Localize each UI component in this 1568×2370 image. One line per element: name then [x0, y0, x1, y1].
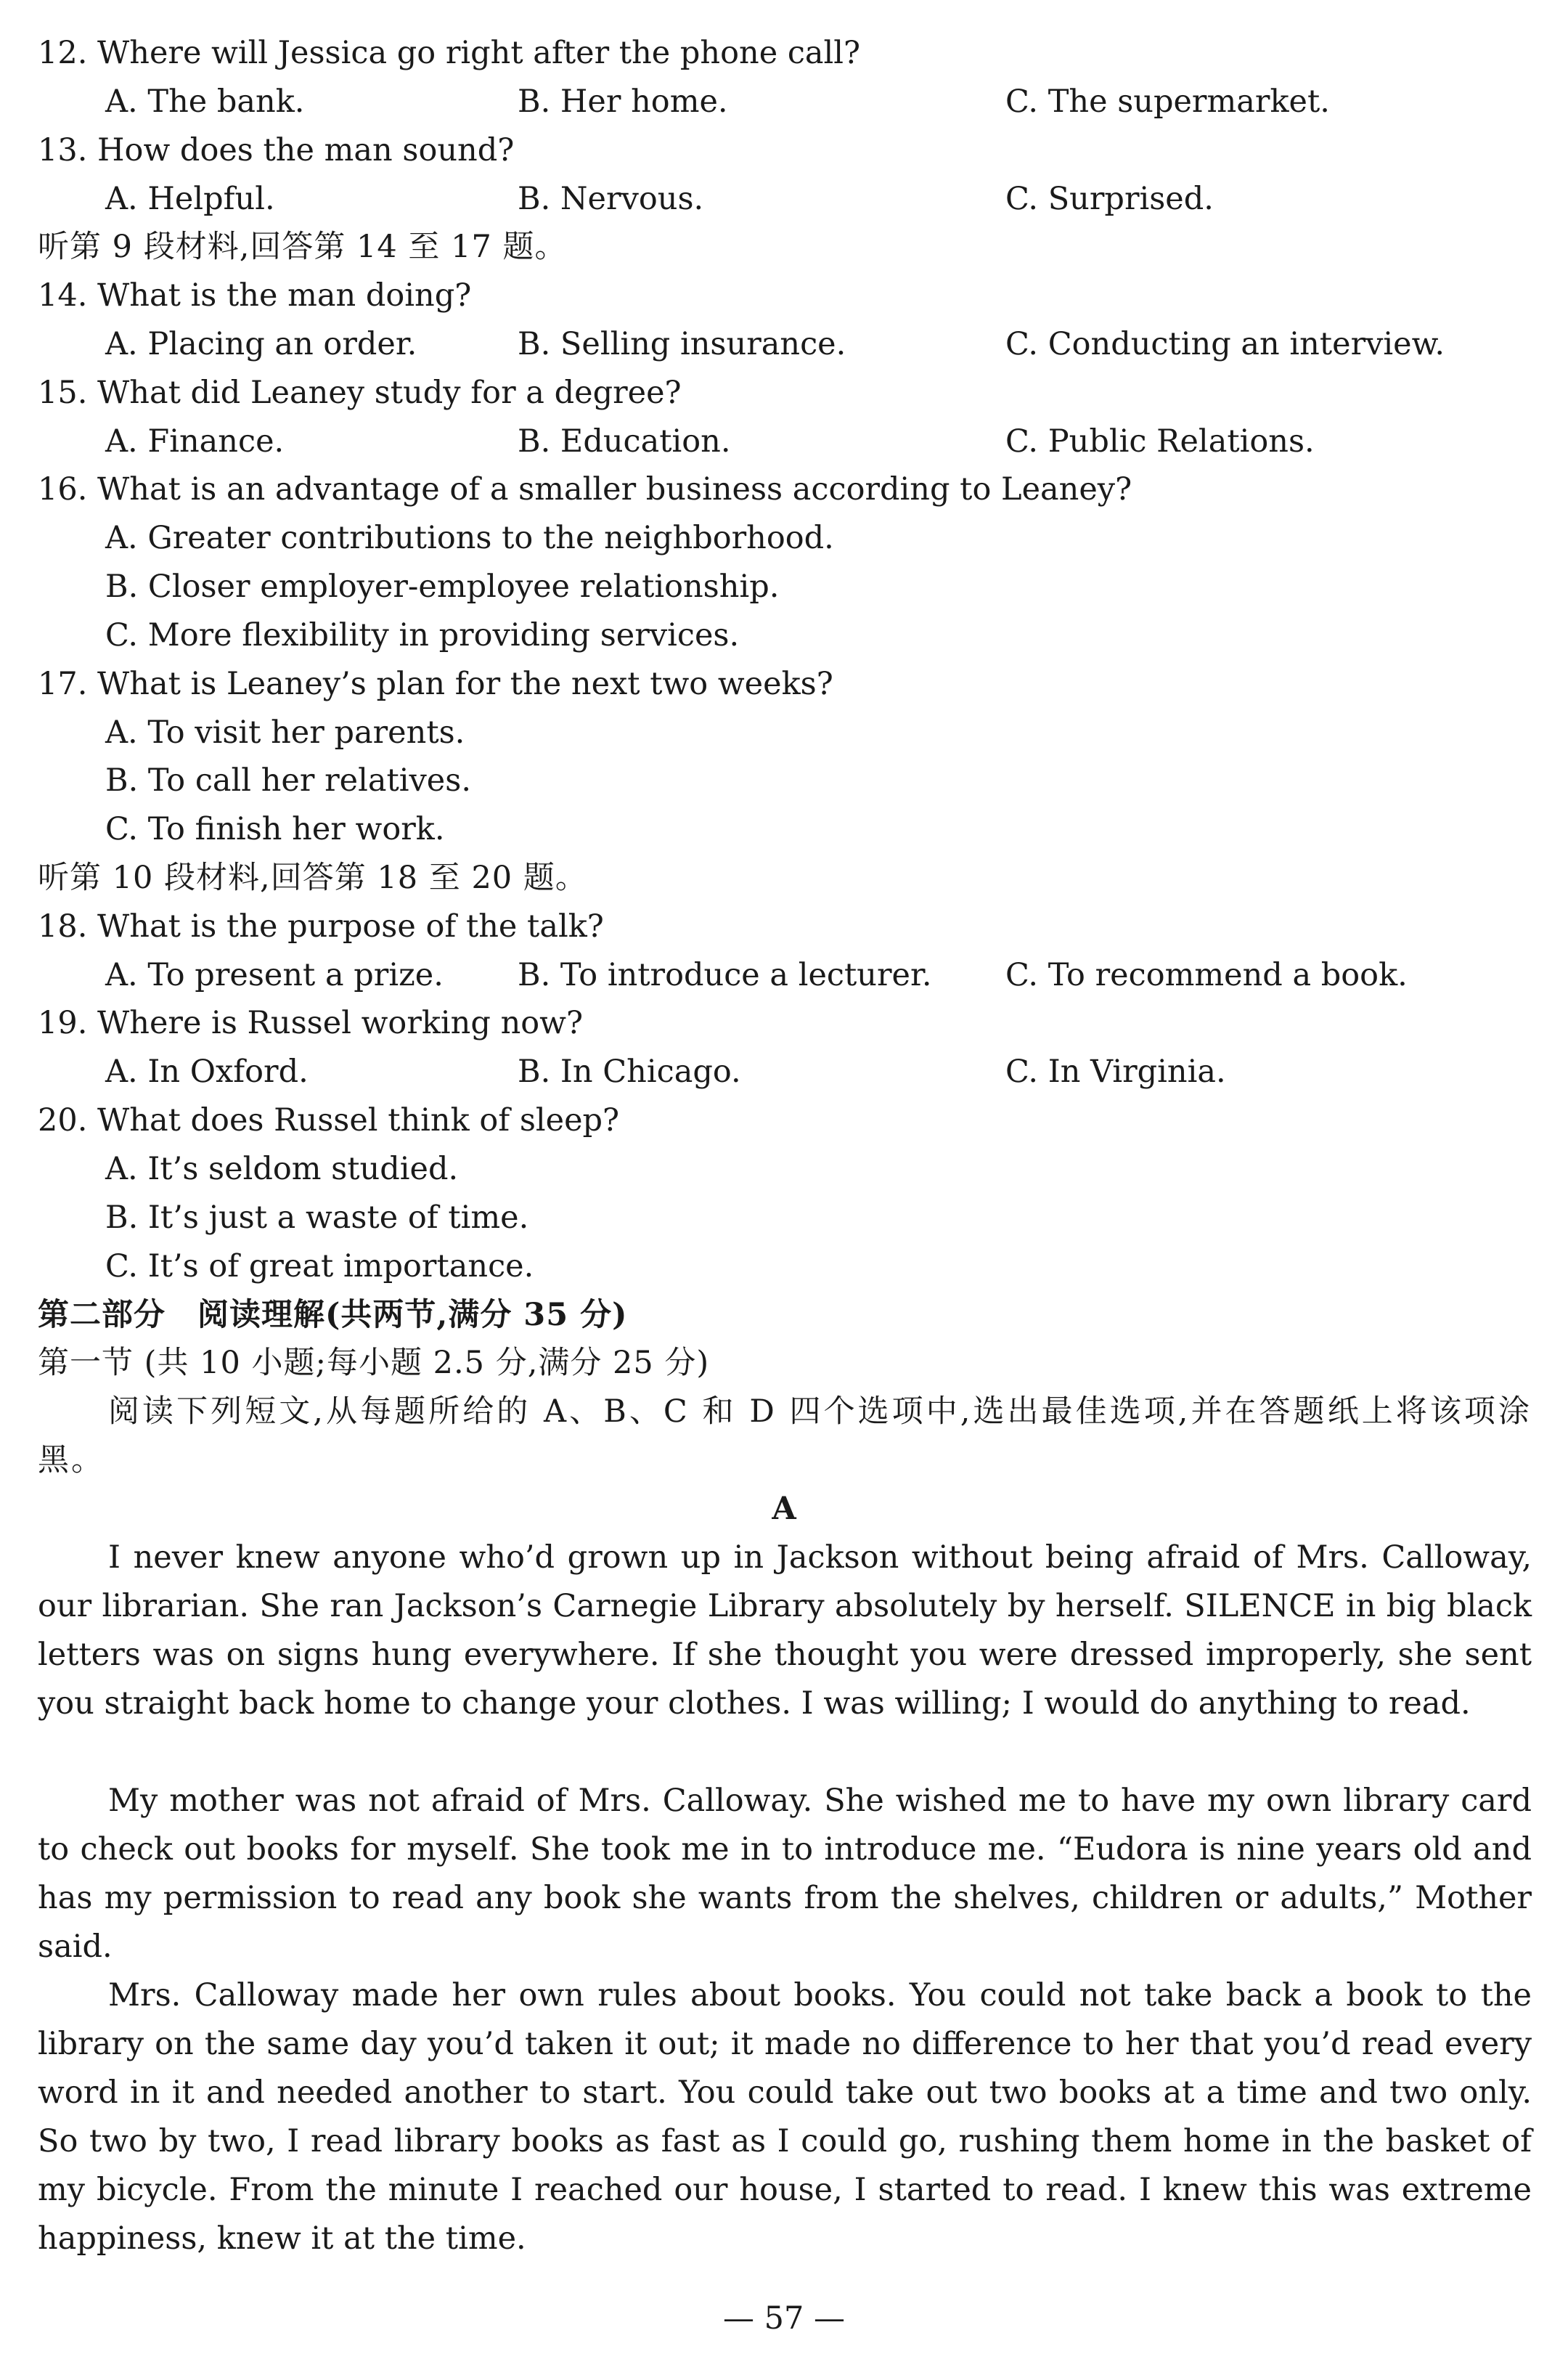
option-12-c: C. The supermarket. — [1005, 84, 1330, 120]
question-19: 19. Where is Russel working now? — [38, 1005, 584, 1041]
option-15-c: C. Public Relations. — [1005, 423, 1315, 460]
section-10-heading: 听第 10 段材料,回答第 18 至 20 题。 — [38, 860, 587, 896]
option-14-b: B. Selling insurance. — [518, 326, 846, 362]
passage-paragraph: I never knew anyone who’d grown up in Jackson without being afraid of Mrs. Calloway, our librarian. She ran Jackson’s Carnegie Library absolutely by herself. SILENCE in big black letters was on signs hung everywhere. If she thought you were dressed improperly, she sent you straight back home to change your clothes. I was willing; I would do anything to read. — [38, 1539, 1532, 1722]
option-20-c: C. It’s of great importance. — [105, 1248, 534, 1284]
option-15-a: A. Finance. — [105, 423, 285, 460]
page-number: — 57 — — [722, 2300, 846, 2337]
option-17-a: A. To visit her parents. — [105, 714, 465, 751]
option-15-b: B. Education. — [518, 423, 731, 460]
option-18-b: B. To introduce a lecturer. — [518, 957, 932, 993]
question-18: 18. What is the purpose of the talk? — [38, 908, 604, 945]
question-13: 13. How does the man sound? — [38, 132, 515, 168]
part-2-heading: 第二部分 阅读理解(共两节,满分 35 分) — [38, 1297, 628, 1333]
section-9-heading: 听第 9 段材料,回答第 14 至 17 题。 — [38, 229, 567, 265]
option-14-a: A. Placing an order. — [105, 326, 417, 362]
passage-label: A — [772, 1491, 796, 1527]
option-16-a: A. Greater contributions to the neighborhood. — [105, 520, 834, 556]
option-16-c: C. More flexibility in providing services. — [105, 617, 740, 653]
option-17-c: C. To finish her work. — [105, 811, 445, 847]
option-18-c: C. To recommend a book. — [1005, 957, 1408, 993]
option-19-a: A. In Oxford. — [105, 1054, 309, 1090]
reading-instructions: 阅读下列短文,从每题所给的 A、B、C 和 D 四个选项中,选出最佳选项,并在答题纸上将该项涂黑。 — [38, 1393, 1532, 1478]
option-18-a: A. To present a prize. — [105, 957, 444, 993]
option-12-a: A. The bank. — [105, 84, 305, 120]
question-17: 17. What is Leaney’s plan for the next two weeks? — [38, 666, 833, 702]
question-15: 15. What did Leaney study for a degree? — [38, 375, 682, 411]
option-12-b: B. Her home. — [518, 84, 728, 120]
option-13-a: A. Helpful. — [105, 181, 275, 217]
question-16: 16. What is an advantage of a smaller business according to Leaney? — [38, 471, 1132, 508]
passage-paragraph: My mother was not afraid of Mrs. Calloway. She wished me to have my own library card to check out books for myself. She took me in to introduce me. “Eudora is nine years old and has my permission to read any book she wants from the shelves, children or adults,” Mother said. — [38, 1783, 1532, 1965]
option-20-a: A. It’s seldom studied. — [105, 1151, 459, 1187]
option-16-b: B. Closer employer-employee relationship. — [105, 569, 780, 605]
option-17-b: B. To call her relatives. — [105, 762, 471, 799]
question-20: 20. What does Russel think of sleep? — [38, 1102, 620, 1139]
option-19-b: B. In Chicago. — [518, 1054, 741, 1090]
option-13-b: B. Nervous. — [518, 181, 704, 217]
section-1-heading: 第一节 (共 10 小题;每小题 2.5 分,满分 25 分) — [38, 1345, 710, 1381]
question-12: 12. Where will Jessica go right after the phone call? — [38, 35, 861, 71]
option-19-c: C. In Virginia. — [1005, 1054, 1226, 1090]
passage-paragraph: Mrs. Calloway made her own rules about books. You could not take back a book to the library on the same day you’d taken it out; it made no difference to her that you’d read every word in it and needed another to start. You could take out two books at a time and two only. So two by two, I read library books as fast as I could go, rushing them home in the basket of my bicycle. From the minute I reached our house, I started to read. I knew this was extreme happiness, knew it at the time. — [38, 1977, 1532, 2257]
option-20-b: B. It’s just a waste of time. — [105, 1200, 529, 1236]
option-13-c: C. Surprised. — [1005, 181, 1214, 217]
option-14-c: C. Conducting an interview. — [1005, 326, 1445, 362]
question-14: 14. What is the man doing? — [38, 277, 472, 314]
